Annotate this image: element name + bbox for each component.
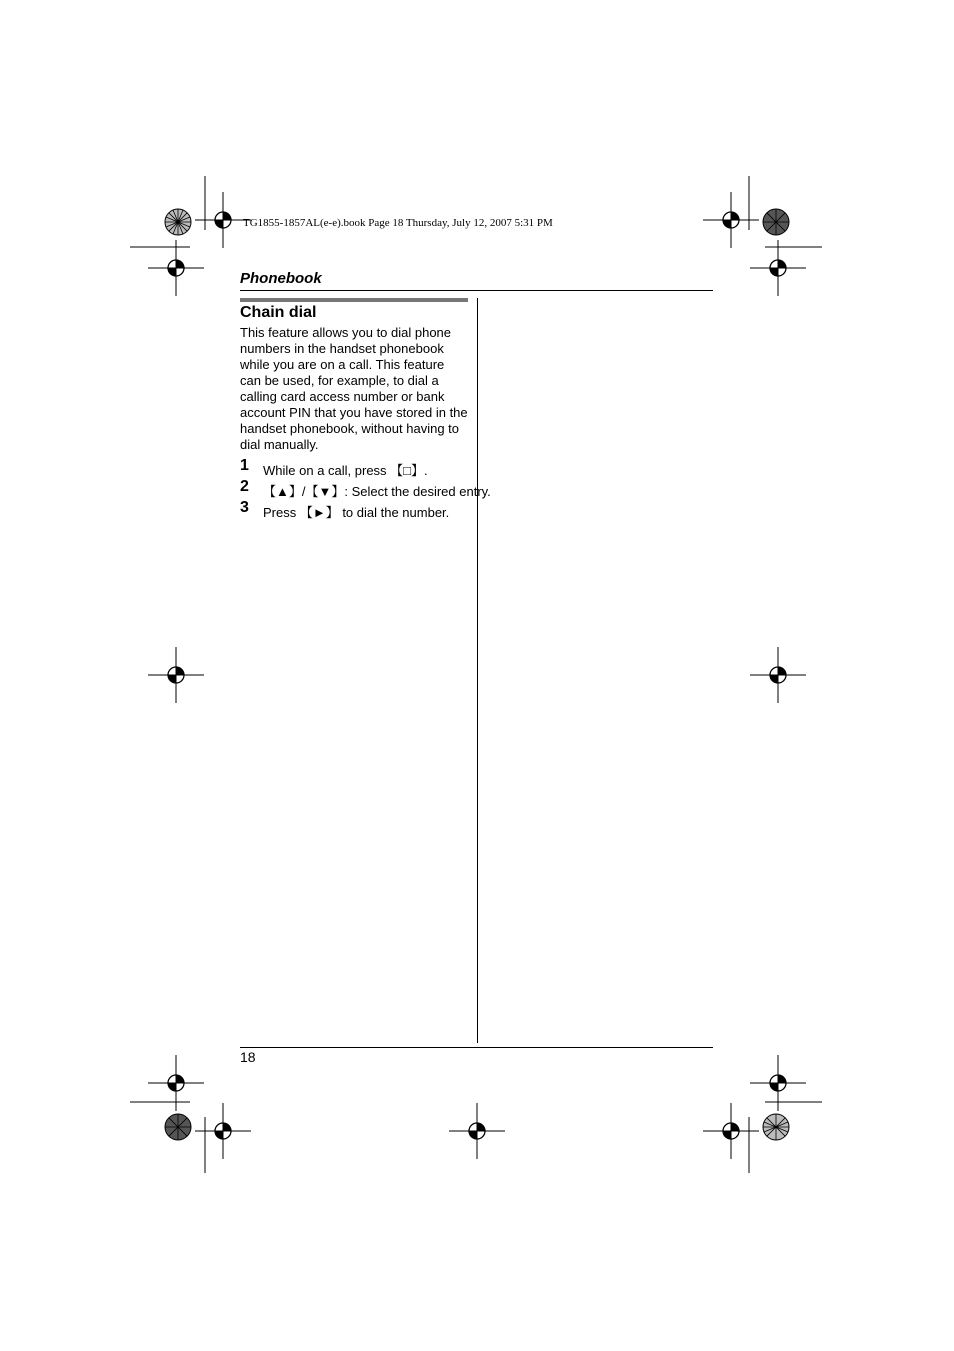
header-rule (240, 290, 713, 291)
intro-paragraph: This feature allows you to dial phone numbers in the handset phonebook while you are on a call. This feature can be used, for example, to dial a calling card access number or bank account PIN that you have stored in the handset phonebook, without having to dial manually. (240, 325, 468, 452)
crosshair-circle-icon (146, 645, 206, 705)
crosshair-circle-icon (748, 645, 808, 705)
step-number: 3 (240, 499, 249, 516)
crosshair-circle-icon (447, 1101, 507, 1161)
step-number: 1 (240, 457, 249, 474)
crosshair-circle-icon (193, 1101, 253, 1161)
footer-rule (240, 1047, 713, 1048)
file-slug: TG1855-1857AL(e-e).book Page 18 Thursday, July 12, 2007 5:31 PM (243, 217, 553, 229)
step-text: Press 【►】 to dial the number. (263, 505, 450, 520)
steps-list (240, 457, 491, 520)
step-item (240, 478, 491, 499)
column-divider (477, 298, 478, 1043)
crosshair-circle-icon (701, 1101, 761, 1161)
step-number: 2 (240, 478, 249, 495)
section-title: Chain dial (240, 304, 317, 321)
page-number: 18 (240, 1049, 256, 1065)
step-text: While on a call, press 【□】. (263, 463, 428, 478)
step-text: 【▲】/【▼】: Select the desired entry. (263, 484, 491, 499)
step-item (240, 457, 480, 478)
crosshair-circle-icon (146, 238, 206, 298)
starburst-target-icon (761, 1112, 791, 1142)
crosshair-circle-icon (748, 238, 808, 298)
step-item (240, 499, 480, 520)
running-header: Phonebook (240, 270, 322, 287)
starburst-target-icon (163, 1112, 193, 1142)
section-title-bar (240, 298, 468, 302)
